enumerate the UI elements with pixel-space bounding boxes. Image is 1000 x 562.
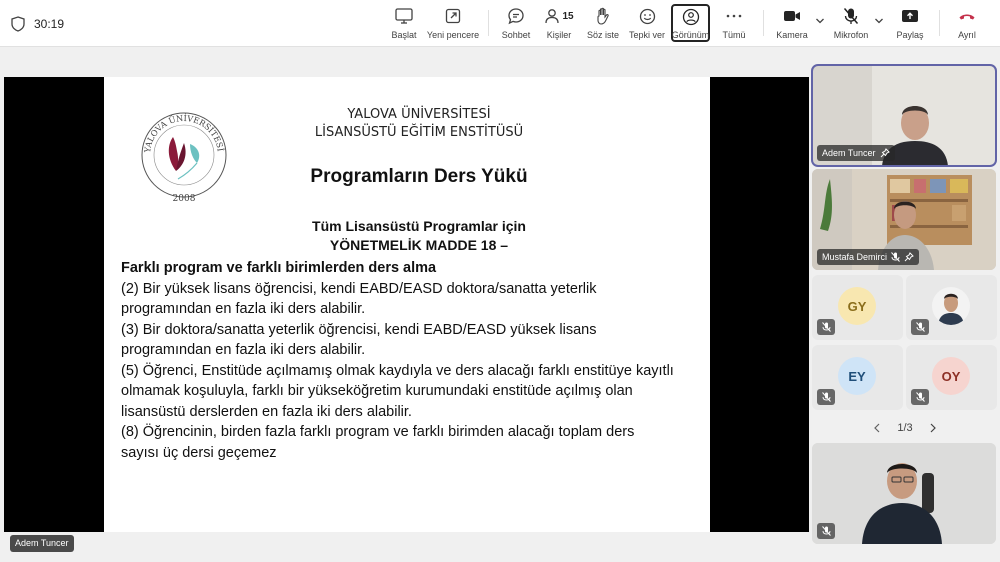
video-tile-mustafa[interactable]: [812, 169, 996, 270]
mic-off-icon: [822, 322, 831, 332]
view-icon: [682, 8, 700, 26]
toolbar-divider: [488, 10, 489, 36]
participant-tile-gy[interactable]: [812, 275, 903, 340]
participant-video: [812, 443, 996, 544]
participant-tile-oy[interactable]: [906, 345, 997, 410]
new-window-button[interactable]: [427, 5, 479, 43]
chevron-down-icon[interactable]: [815, 17, 825, 25]
toolbar-divider: [763, 10, 764, 36]
mic-off-icon: [822, 526, 831, 536]
avatar: GY: [838, 287, 876, 325]
mic-off-icon: [891, 252, 900, 262]
logo-year: 2008: [172, 194, 196, 204]
hand-icon: [595, 7, 611, 25]
slide-line: (3) Bir doktora/sanatta yeterlik öğrencisi, kendi EABD/EASD yüksek lisans: [121, 321, 597, 338]
participant-pager: [812, 420, 998, 436]
view-button[interactable]: [671, 4, 710, 42]
pin-icon: [880, 148, 890, 158]
share-button[interactable]: [895, 5, 925, 43]
presenter-name-label: Adem Tuncer: [10, 535, 74, 552]
react-label: Tepki ver: [629, 30, 666, 40]
hang-up-icon: [958, 11, 976, 21]
top-toolbar: [0, 0, 1000, 47]
screen-icon: [395, 8, 413, 24]
slide-line: sayısı üç dersi geçemez: [121, 444, 277, 461]
participant-tile-photo[interactable]: [906, 275, 997, 340]
slide-subtitle-1: Tüm Lisansüstü Programlar için: [312, 218, 526, 234]
chevron-right-icon[interactable]: [929, 423, 937, 433]
mic-off-badge: [817, 389, 835, 405]
slide-subtitle-2: YÖNETMELİK MADDE 18 –: [329, 237, 509, 253]
participant-tile-ey[interactable]: [812, 345, 903, 410]
logo-ring-text: YALOVA ÜNİVERSİTESİ: [142, 112, 226, 154]
more-button[interactable]: [719, 5, 749, 43]
mic-off-icon: [916, 322, 925, 332]
camera-icon: [783, 9, 801, 23]
mic-button[interactable]: [832, 5, 870, 43]
avatar: OY: [932, 357, 970, 395]
camera-button[interactable]: [775, 5, 809, 43]
camera-label: Kamera: [776, 30, 808, 40]
start-button[interactable]: [390, 5, 418, 43]
slide-line: programından en fazla iki ders alabilir.: [121, 342, 366, 358]
shield-icon: [11, 16, 25, 32]
react-button[interactable]: [629, 5, 665, 43]
start-label: Başlat: [391, 30, 417, 40]
shared-content-stage: [4, 77, 809, 532]
chevron-down-icon[interactable]: [874, 17, 884, 25]
pop-out-icon: [445, 8, 461, 24]
avatar: [932, 287, 970, 325]
mic-off-icon: [916, 392, 925, 402]
share-label: Paylaş: [896, 30, 924, 40]
slide-title: Programların Ders Yükü: [310, 166, 528, 187]
participant-name-tag: [817, 145, 895, 161]
mic-off-badge: [817, 319, 835, 335]
chat-icon: [507, 7, 525, 25]
slide-body: [121, 258, 706, 463]
leave-button[interactable]: [952, 5, 982, 43]
mic-off-icon: [822, 392, 831, 402]
people-icon: [544, 8, 560, 24]
participant-name-tag: [817, 249, 919, 265]
university-logo: [140, 99, 228, 209]
meeting-timer: 30:19: [34, 17, 65, 31]
slide-line: (8) Öğrencinin, birden fazla farklı program ve farklı birimden alacağı toplam ders: [121, 424, 635, 440]
slide-line: (2) Bir yüksek lisans öğrencisi, kendi EABD/EASD doktora/sanatta yeterlik: [121, 280, 597, 297]
new-window-label: Yeni pencere: [426, 30, 480, 40]
more-label: Tümü: [722, 30, 746, 40]
pin-icon: [904, 252, 914, 262]
people-button[interactable]: [542, 5, 576, 43]
slide-line: olmamak koşuluyla, farklı bir yükseköğretim kurumundaki enstitüde açılmış olan: [121, 383, 633, 399]
self-video-tile[interactable]: [812, 443, 996, 544]
raise-hand-label: Söz iste: [587, 30, 620, 40]
people-label: Kişiler: [546, 30, 572, 40]
mic-off-icon: [843, 7, 859, 25]
slide-line: (5) Öğrenci, Enstitüde açılmamış olmak kaydıyla ve ders alacağı farklı enstitüye kayıtlı: [121, 362, 674, 379]
view-label: Görünüm: [671, 30, 710, 40]
slide-line: programından en fazla iki ders alabilir.: [121, 301, 366, 317]
institution-line-2: LİSANSÜSTÜ EĞİTİM ENSTİTÜSÜ: [314, 125, 524, 140]
presentation-slide: [104, 77, 710, 532]
mic-off-badge: [817, 523, 835, 539]
smile-icon: [639, 8, 656, 25]
participants-panel: [812, 62, 998, 557]
page-indicator: 1/3: [897, 422, 913, 434]
leave-label: Ayrıl: [958, 30, 976, 40]
toolbar-divider: [939, 10, 940, 36]
institution-line-1: YALOVA ÜNİVERSİTESİ: [347, 107, 491, 122]
participant-name: Mustafa Demirci: [822, 252, 888, 262]
mic-off-badge: [911, 389, 929, 405]
share-icon: [901, 8, 919, 24]
slide-heading: Farklı program ve farklı birimlerden ders alma: [121, 260, 437, 276]
participant-name: Adem Tuncer: [822, 148, 876, 158]
video-tile-adem[interactable]: [812, 65, 996, 166]
chevron-left-icon[interactable]: [873, 423, 881, 433]
people-count: 15: [562, 10, 574, 22]
chat-label: Sohbet: [501, 30, 531, 40]
mic-label: Mikrofon: [833, 30, 869, 40]
chat-button[interactable]: [500, 5, 532, 43]
mic-off-badge: [911, 319, 929, 335]
more-icon: [726, 13, 742, 19]
slide-line: lisansüstü derslerden en fazla iki ders alabilir.: [121, 403, 412, 420]
avatar: EY: [838, 357, 876, 395]
raise-hand-button[interactable]: [587, 5, 619, 43]
